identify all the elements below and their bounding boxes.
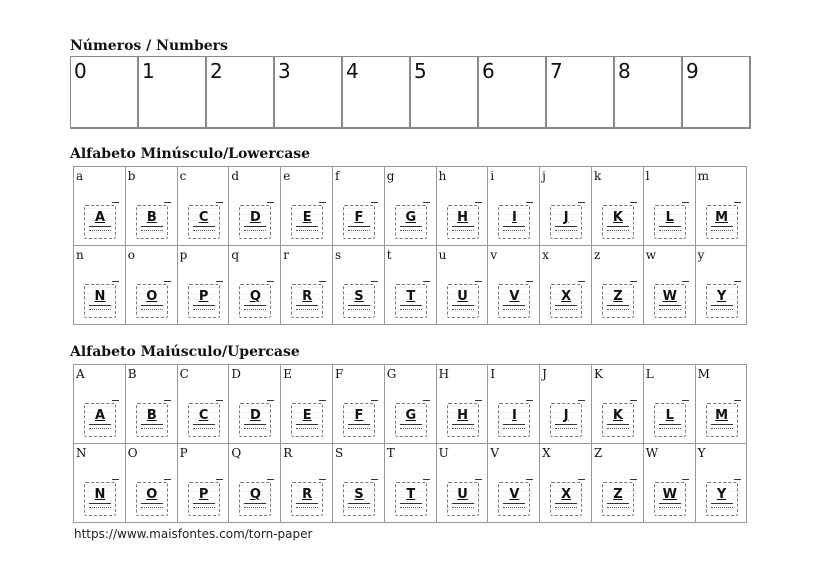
torn-paper-glyph bbox=[602, 284, 634, 318]
glyph-cell bbox=[592, 444, 644, 523]
glyph-cell bbox=[74, 444, 126, 523]
digit-cell: 1 bbox=[139, 57, 207, 129]
glyph-cell bbox=[696, 246, 748, 325]
torn-paper-glyph bbox=[550, 205, 582, 239]
torn-paper-glyph bbox=[188, 284, 220, 318]
character-label: W bbox=[645, 446, 659, 460]
glyph-cell bbox=[178, 246, 230, 325]
glyph-tag-line bbox=[244, 226, 266, 231]
glyph-letter: R bbox=[302, 487, 313, 502]
character-label: i bbox=[490, 169, 495, 183]
glyph-tag-line bbox=[400, 226, 422, 231]
glyph-cell bbox=[437, 246, 489, 325]
torn-paper-glyph bbox=[550, 482, 582, 516]
numbers-title: Números / Numbers bbox=[70, 38, 228, 54]
glyph-letter: W bbox=[662, 289, 677, 304]
glyph-tag-line bbox=[348, 503, 370, 508]
glyph-tag-line bbox=[400, 305, 422, 310]
character-label: E bbox=[283, 367, 292, 381]
character-label: m bbox=[697, 169, 709, 183]
digit-cell: 6 bbox=[479, 57, 547, 129]
torn-paper-glyph bbox=[84, 482, 116, 516]
torn-paper-glyph bbox=[395, 205, 427, 239]
glyph-cell bbox=[644, 246, 696, 325]
character-label: S bbox=[334, 446, 344, 460]
torn-paper-glyph bbox=[550, 403, 582, 437]
digit-cell: 3 bbox=[275, 57, 343, 129]
character-label: w bbox=[645, 248, 657, 262]
torn-paper-glyph bbox=[447, 284, 479, 318]
glyph-letter: H bbox=[457, 408, 469, 423]
glyph-letter: C bbox=[198, 210, 209, 225]
glyph-cell bbox=[126, 246, 178, 325]
glyph-letter: Z bbox=[613, 289, 623, 304]
glyph-cell bbox=[74, 167, 126, 246]
glyph-letter: A bbox=[94, 408, 106, 423]
character-label: y bbox=[697, 248, 705, 262]
digit-cell: 9 bbox=[683, 57, 751, 129]
character-label: A bbox=[76, 367, 85, 381]
lowercase-grid bbox=[73, 166, 747, 325]
glyph-tag-line bbox=[296, 226, 318, 231]
glyph-letter: L bbox=[665, 408, 674, 423]
glyph-cell bbox=[540, 246, 592, 325]
character-label: g bbox=[386, 169, 395, 183]
glyph-letter: K bbox=[612, 408, 623, 423]
glyph-tag-line bbox=[244, 503, 266, 508]
glyph-tag-line bbox=[503, 503, 525, 508]
torn-paper-glyph bbox=[498, 205, 530, 239]
glyph-cell bbox=[229, 246, 281, 325]
glyph-tag-line bbox=[400, 503, 422, 508]
character-label: f bbox=[334, 169, 340, 183]
character-label: N bbox=[76, 446, 87, 460]
glyph-letter: J bbox=[563, 210, 569, 225]
torn-paper-glyph bbox=[239, 205, 271, 239]
glyph-cell bbox=[385, 365, 437, 444]
glyph-letter: J bbox=[563, 408, 569, 423]
glyph-cell bbox=[437, 365, 489, 444]
glyph-tag-line bbox=[193, 503, 215, 508]
glyph-letter: M bbox=[715, 408, 729, 423]
glyph-cell bbox=[488, 167, 540, 246]
torn-paper-glyph bbox=[188, 205, 220, 239]
glyph-letter: H bbox=[457, 210, 469, 225]
torn-paper-glyph bbox=[602, 205, 634, 239]
character-label: k bbox=[593, 169, 602, 183]
glyph-tag-line bbox=[452, 226, 474, 231]
character-label: s bbox=[334, 248, 342, 262]
glyph-letter: P bbox=[198, 487, 209, 502]
torn-paper-glyph bbox=[498, 284, 530, 318]
glyph-letter: Z bbox=[613, 487, 623, 502]
character-label: T bbox=[386, 446, 395, 460]
torn-paper-glyph bbox=[706, 482, 738, 516]
torn-paper-glyph bbox=[447, 205, 479, 239]
numbers-grid bbox=[70, 56, 751, 129]
character-label: u bbox=[438, 248, 447, 262]
glyph-tag-line bbox=[296, 424, 318, 429]
glyph-letter: E bbox=[302, 210, 312, 225]
character-label: p bbox=[179, 248, 188, 262]
glyph-cell bbox=[696, 167, 748, 246]
digit-cell: 2 bbox=[207, 57, 275, 129]
glyph-cell bbox=[592, 365, 644, 444]
glyph-tag-line bbox=[348, 424, 370, 429]
glyph-cell bbox=[333, 365, 385, 444]
lowercase-title: Alfabeto Minúsculo/Lowercase bbox=[70, 146, 311, 162]
torn-paper-glyph bbox=[706, 403, 738, 437]
character-label: q bbox=[231, 248, 240, 262]
uppercase-grid bbox=[73, 364, 747, 523]
glyph-cell bbox=[437, 167, 489, 246]
glyph-cell bbox=[488, 444, 540, 523]
character-label: B bbox=[127, 367, 137, 381]
character-label: Z bbox=[593, 446, 603, 460]
torn-paper-glyph bbox=[239, 284, 271, 318]
torn-paper-glyph bbox=[602, 482, 634, 516]
character-label: X bbox=[542, 446, 551, 460]
character-label: U bbox=[438, 446, 449, 460]
glyph-cell bbox=[696, 365, 748, 444]
glyph-tag-line bbox=[555, 226, 577, 231]
glyph-letter: Q bbox=[249, 487, 261, 502]
digit-cell: 8 bbox=[615, 57, 683, 129]
character-label: V bbox=[490, 446, 500, 460]
glyph-letter: D bbox=[249, 408, 261, 423]
glyph-cell bbox=[333, 246, 385, 325]
torn-paper-glyph bbox=[84, 205, 116, 239]
character-label: l bbox=[645, 169, 650, 183]
character-label: x bbox=[542, 248, 549, 262]
glyph-letter: X bbox=[561, 289, 572, 304]
glyph-cell bbox=[229, 365, 281, 444]
glyph-cell bbox=[126, 167, 178, 246]
glyph-letter: A bbox=[94, 210, 106, 225]
torn-paper-glyph bbox=[395, 284, 427, 318]
glyph-letter: N bbox=[94, 487, 106, 502]
glyph-tag-line bbox=[193, 226, 215, 231]
glyph-tag-line bbox=[503, 226, 525, 231]
glyph-tag-line bbox=[400, 424, 422, 429]
torn-paper-glyph bbox=[84, 284, 116, 318]
torn-paper-glyph bbox=[395, 482, 427, 516]
glyph-cell bbox=[74, 246, 126, 325]
character-label: h bbox=[438, 169, 447, 183]
torn-paper-glyph bbox=[136, 403, 168, 437]
character-label: e bbox=[283, 169, 291, 183]
glyph-cell bbox=[488, 365, 540, 444]
glyph-tag-line bbox=[452, 305, 474, 310]
glyph-cell bbox=[540, 365, 592, 444]
torn-paper-glyph bbox=[498, 403, 530, 437]
torn-paper-glyph bbox=[654, 284, 686, 318]
character-label: R bbox=[283, 446, 293, 460]
glyph-letter: B bbox=[146, 408, 157, 423]
character-label: o bbox=[127, 248, 136, 262]
torn-paper-glyph bbox=[447, 482, 479, 516]
glyph-cell bbox=[540, 167, 592, 246]
torn-paper-glyph bbox=[239, 482, 271, 516]
glyph-tag-line bbox=[348, 305, 370, 310]
torn-paper-glyph bbox=[602, 403, 634, 437]
character-label: P bbox=[179, 446, 188, 460]
character-label: K bbox=[593, 367, 603, 381]
glyph-tag-line bbox=[503, 424, 525, 429]
digit-cell: 4 bbox=[343, 57, 411, 129]
glyph-tag-line bbox=[607, 226, 629, 231]
torn-paper-glyph bbox=[188, 403, 220, 437]
character-label: H bbox=[438, 367, 450, 381]
glyph-tag-line bbox=[296, 503, 318, 508]
glyph-tag-line bbox=[89, 226, 111, 231]
glyph-letter: S bbox=[354, 289, 364, 304]
glyph-letter: Y bbox=[716, 487, 727, 502]
glyph-cell bbox=[696, 444, 748, 523]
torn-paper-glyph bbox=[136, 284, 168, 318]
glyph-tag-line bbox=[452, 503, 474, 508]
glyph-tag-line bbox=[244, 424, 266, 429]
glyph-cell bbox=[333, 444, 385, 523]
character-label: M bbox=[697, 367, 710, 381]
glyph-tag-line bbox=[141, 305, 163, 310]
digit-cell: 7 bbox=[547, 57, 615, 129]
torn-paper-glyph bbox=[498, 482, 530, 516]
glyph-cell bbox=[178, 444, 230, 523]
glyph-tag-line bbox=[193, 424, 215, 429]
glyph-tag-line bbox=[89, 503, 111, 508]
glyph-tag-line bbox=[348, 226, 370, 231]
glyph-tag-line bbox=[659, 226, 681, 231]
character-label: v bbox=[490, 248, 498, 262]
source-url: https://www.maisfontes.com/torn-paper bbox=[74, 527, 313, 541]
glyph-cell bbox=[385, 246, 437, 325]
character-label: C bbox=[179, 367, 189, 381]
glyph-cell bbox=[281, 246, 333, 325]
torn-paper-glyph bbox=[136, 482, 168, 516]
glyph-cell bbox=[488, 246, 540, 325]
torn-paper-glyph bbox=[136, 205, 168, 239]
glyph-letter: G bbox=[405, 210, 417, 225]
glyph-letter: U bbox=[457, 289, 468, 304]
glyph-cell bbox=[644, 167, 696, 246]
torn-paper-glyph bbox=[291, 482, 323, 516]
glyph-letter: M bbox=[715, 210, 729, 225]
glyph-letter: S bbox=[354, 487, 364, 502]
glyph-letter: G bbox=[405, 408, 417, 423]
glyph-tag-line bbox=[555, 503, 577, 508]
glyph-cell bbox=[281, 365, 333, 444]
torn-paper-glyph bbox=[291, 205, 323, 239]
glyph-letter: P bbox=[198, 289, 209, 304]
glyph-letter: O bbox=[146, 289, 158, 304]
character-label: G bbox=[386, 367, 397, 381]
glyph-cell bbox=[178, 365, 230, 444]
character-label: t bbox=[386, 248, 392, 262]
character-label: z bbox=[593, 248, 601, 262]
torn-paper-glyph bbox=[550, 284, 582, 318]
glyph-letter: R bbox=[302, 289, 313, 304]
glyph-tag-line bbox=[503, 305, 525, 310]
torn-paper-glyph bbox=[188, 482, 220, 516]
glyph-cell bbox=[437, 444, 489, 523]
character-label: Y bbox=[697, 446, 706, 460]
glyph-tag-line bbox=[607, 503, 629, 508]
glyph-tag-line bbox=[711, 305, 733, 310]
glyph-tag-line bbox=[659, 503, 681, 508]
glyph-letter: Q bbox=[249, 289, 261, 304]
glyph-letter: V bbox=[509, 487, 520, 502]
torn-paper-glyph bbox=[343, 403, 375, 437]
character-label: O bbox=[127, 446, 138, 460]
glyph-letter: T bbox=[406, 487, 416, 502]
glyph-cell bbox=[74, 365, 126, 444]
glyph-cell bbox=[126, 365, 178, 444]
glyph-letter: Y bbox=[716, 289, 727, 304]
torn-paper-glyph bbox=[343, 205, 375, 239]
torn-paper-glyph bbox=[447, 403, 479, 437]
glyph-tag-line bbox=[711, 503, 733, 508]
torn-paper-glyph bbox=[654, 205, 686, 239]
glyph-letter: X bbox=[561, 487, 572, 502]
glyph-letter: T bbox=[406, 289, 416, 304]
glyph-tag-line bbox=[555, 424, 577, 429]
glyph-letter: F bbox=[354, 210, 364, 225]
glyph-tag-line bbox=[244, 305, 266, 310]
glyph-cell bbox=[592, 167, 644, 246]
glyph-letter: F bbox=[354, 408, 364, 423]
torn-paper-glyph bbox=[706, 205, 738, 239]
glyph-letter: D bbox=[249, 210, 261, 225]
character-label: I bbox=[490, 367, 496, 381]
glyph-letter: L bbox=[665, 210, 674, 225]
glyph-cell bbox=[178, 167, 230, 246]
glyph-cell bbox=[644, 365, 696, 444]
glyph-cell bbox=[126, 444, 178, 523]
character-label: r bbox=[283, 248, 289, 262]
character-label: c bbox=[179, 169, 187, 183]
glyph-cell bbox=[592, 246, 644, 325]
character-label: F bbox=[334, 367, 344, 381]
character-label: D bbox=[231, 367, 242, 381]
glyph-cell bbox=[281, 444, 333, 523]
glyph-tag-line bbox=[607, 424, 629, 429]
glyph-tag-line bbox=[141, 226, 163, 231]
glyph-cell bbox=[229, 444, 281, 523]
torn-paper-glyph bbox=[343, 482, 375, 516]
uppercase-title: Alfabeto Maiúsculo/Upercase bbox=[70, 344, 300, 360]
torn-paper-glyph bbox=[343, 284, 375, 318]
character-label: J bbox=[542, 367, 547, 381]
glyph-tag-line bbox=[296, 305, 318, 310]
torn-paper-glyph bbox=[291, 403, 323, 437]
glyph-cell bbox=[385, 167, 437, 246]
torn-paper-glyph bbox=[706, 284, 738, 318]
torn-paper-glyph bbox=[291, 284, 323, 318]
glyph-letter: U bbox=[457, 487, 468, 502]
glyph-letter: N bbox=[94, 289, 106, 304]
glyph-tag-line bbox=[607, 305, 629, 310]
character-label: n bbox=[76, 248, 84, 262]
glyph-tag-line bbox=[555, 305, 577, 310]
character-label: b bbox=[127, 169, 136, 183]
torn-paper-glyph bbox=[654, 482, 686, 516]
glyph-tag-line bbox=[659, 305, 681, 310]
character-label: j bbox=[542, 169, 546, 183]
torn-paper-glyph bbox=[395, 403, 427, 437]
character-label: L bbox=[645, 367, 654, 381]
glyph-tag-line bbox=[193, 305, 215, 310]
digit-cell: 5 bbox=[411, 57, 479, 129]
torn-paper-glyph bbox=[654, 403, 686, 437]
glyph-tag-line bbox=[89, 305, 111, 310]
torn-paper-glyph bbox=[84, 403, 116, 437]
glyph-letter: V bbox=[509, 289, 520, 304]
glyph-letter: I bbox=[511, 408, 517, 423]
torn-paper-glyph bbox=[239, 403, 271, 437]
glyph-letter: E bbox=[302, 408, 312, 423]
glyph-letter: O bbox=[146, 487, 158, 502]
glyph-cell bbox=[644, 444, 696, 523]
glyph-letter: I bbox=[511, 210, 517, 225]
glyph-cell bbox=[281, 167, 333, 246]
glyph-cell bbox=[229, 167, 281, 246]
glyph-tag-line bbox=[89, 424, 111, 429]
glyph-tag-line bbox=[711, 424, 733, 429]
glyph-tag-line bbox=[141, 424, 163, 429]
glyph-cell bbox=[540, 444, 592, 523]
digit-cell: 0 bbox=[71, 57, 139, 129]
glyph-tag-line bbox=[141, 503, 163, 508]
glyph-tag-line bbox=[452, 424, 474, 429]
glyph-letter: K bbox=[612, 210, 623, 225]
character-label: Q bbox=[231, 446, 242, 460]
glyph-cell bbox=[385, 444, 437, 523]
glyph-letter: B bbox=[146, 210, 157, 225]
character-label: d bbox=[231, 169, 240, 183]
character-label: a bbox=[76, 169, 84, 183]
glyph-tag-line bbox=[659, 424, 681, 429]
glyph-letter: C bbox=[198, 408, 209, 423]
glyph-letter: W bbox=[662, 487, 677, 502]
glyph-cell bbox=[333, 167, 385, 246]
glyph-tag-line bbox=[711, 226, 733, 231]
